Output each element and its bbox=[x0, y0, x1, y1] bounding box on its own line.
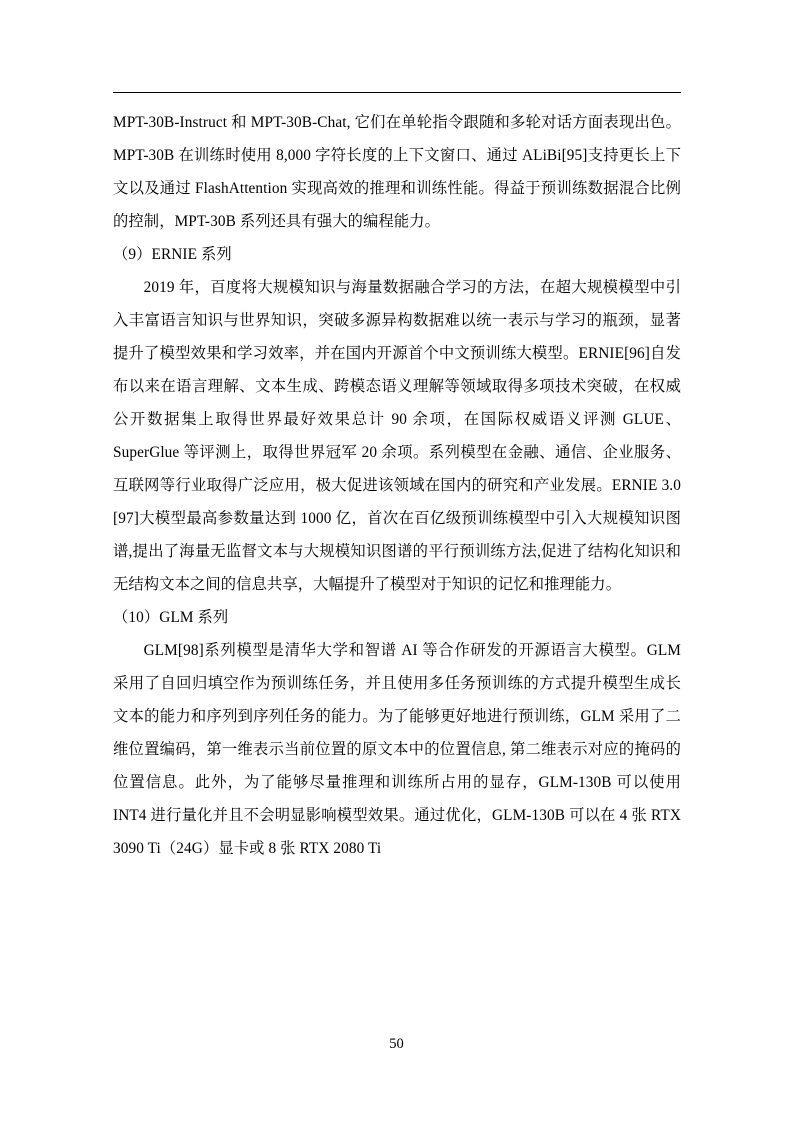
paragraph-glm: GLM[98]系列模型是清华大学和智谱 AI 等合作研发的开源语言大模型。GLM 采用了自回归填空作为预训练任务，并且使用多任务预训练的方式提升模型生成长文本的能力和序列到序列任务的能力。为了能够更好地进行预训练，GLM 采用了二维位置编码，第一维表示当前位置的原文本中的位置信息, 第二维表示对应的掩码的位置信息。此外，为了能够尽量推理和训练所占用的显存，GLM-130B 可以使用 INT4 进行量化并且不会明显影响模型效果。通过优化，GLM-130B 可以在 4 张 RTX 3090 Ti（24G）显卡或 8 张 RTX 2080 Ti bbox=[113, 642, 681, 857]
page-content bbox=[113, 92, 681, 865]
paragraph-ernie: 2019 年，百度将大规模知识与海量数据融合学习的方法，在超大规模模型中引入丰富语言知识与世界知识，突破多源异构数据难以统一表示与学习的瓶颈，显著提升了模型效果和学习效率，并在国内开源首个中文预训练大模型。ERNIE[96]自发布以来在语言理解、文本生成、跨模态语义理解等领域取得多项技术突破，在权威公开数据集上取得世界最好效果总计 90 余项，在国际权威语义评测 GLUE、SuperGlue 等评测上，取得世界冠军 20 余项。系列模型在金融、通信、企业服务、互联网等行业取得广泛应用，极大促进该领域在国内的研究和产业发展。ERNIE 3.0 [97]大模型最高参数量达到 1000 亿，首次在百亿级预训练模型中引入大规模知识图谱,提出了海量无监督文本与大规模知识图谱的平行预训练方法,促进了结构化知识和无结构文本之间的信息共享，大幅提升了模型对于知识的记忆和推理能力。 bbox=[113, 279, 681, 593]
paragraph-mpt: MPT-30B-Instruct 和 MPT-30B-Chat, 它们在单轮指令跟随和多轮对话方面表现出色。MPT-30B 在训练时使用 8,000 字符长度的上下文窗口、通过 ALiBi[95]支持更长上下文以及通过 FlashAttention 实现高效的推理和训练性能。得益于预训练数据混合比例的控制，MPT-30B 系列还具有强大的编程能力。 bbox=[113, 114, 681, 230]
header-rule bbox=[113, 92, 681, 93]
page-number: 50 bbox=[389, 1036, 404, 1052]
heading-ernie-series: （9）ERNIE 系列 bbox=[113, 246, 232, 263]
heading-glm-series: （10）GLM 系列 bbox=[113, 609, 229, 626]
